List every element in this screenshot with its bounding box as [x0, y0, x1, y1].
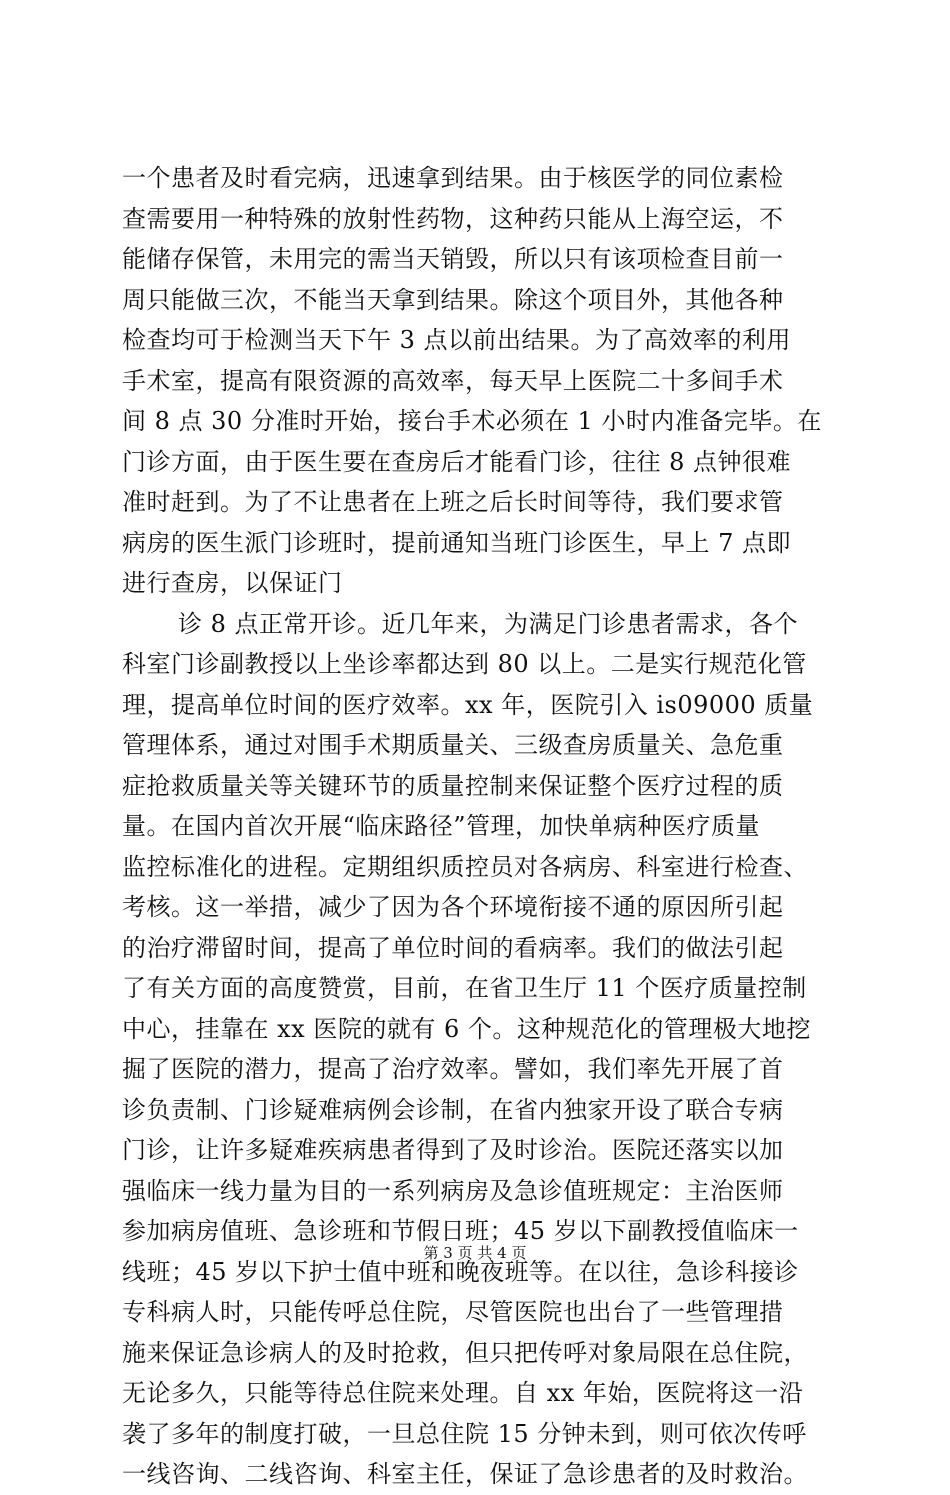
text-line: 诊负责制、门诊疑难病例会诊制，在省内独家开设了联合专病 — [122, 1095, 784, 1124]
text-line: 一个患者及时看完病，迅速拿到结果。由于核医学的同位素检 — [122, 164, 784, 192]
text-line: 门诊，让许多疑难疾病患者得到了及时诊治。医院还落实以加 — [122, 1136, 784, 1164]
paragraph-1 — [122, 158, 834, 604]
text-line: 管理体系，通过对围手术期质量关、三级查房质量关、急危重 — [122, 731, 784, 759]
text-line: 一线咨询、二线咨询、科室主任，保证了急诊患者的及时救治。 — [122, 1460, 808, 1488]
text-line: 科室门诊副教授以上坐诊率都达到 80 以上。二是实行规范化管 — [122, 650, 807, 678]
text-line: 进行查房，以保证门 — [122, 569, 343, 597]
text-line: 理，提高单位时间的医疗效率。xx 年，医院引入 is09000 质量 — [122, 690, 814, 719]
text-line: 能储存保管，未用完的需当天销毁，所以只有该项检查目前一 — [122, 245, 784, 273]
text-line: 掘了医院的潜力，提高了治疗效率。譬如，我们率先开展了首 — [122, 1055, 784, 1083]
text-line: 量。在国内首次开展“临床路径”管理，加快单病种医疗质量 — [122, 812, 761, 840]
text-line: 参加病房值班、急诊班和节假日班；45 岁以下副教授值临床一 — [122, 1217, 799, 1245]
text-line: 周只能做三次，不能当天拿到结果。除这个项目外，其他各种 — [122, 285, 784, 314]
text-line: 施来保证急诊病人的及时抢救，但只把传呼对象局限在总住院， — [122, 1338, 808, 1367]
text-line: 强临床一线力量为目的一系列病房及急诊值班规定：主治医师 — [122, 1176, 784, 1205]
paragraph-2 — [122, 604, 834, 1495]
body-text — [122, 158, 834, 1495]
text-line: 门诊方面，由于医生要在查房后才能看门诊，往往 8 点钟很难 — [122, 447, 792, 476]
text-line: 的治疗滞留时间，提高了单位时间的看病率。我们的做法引起 — [122, 933, 784, 962]
text-line: 了有关方面的高度赞赏，目前，在省卫生厅 11 个医疗质量控制 — [122, 974, 807, 1002]
text-line: 专科病人时，只能传呼总住院，尽管医院也出台了一些管理措 — [122, 1298, 784, 1326]
text-line: 病房的医生派门诊班时，提前通知当班门诊医生，早上 7 点即 — [122, 528, 792, 557]
text-line: 中心，挂靠在 xx 医院的就有 6 个。这种规范化的管理极大地挖 — [122, 1014, 811, 1043]
text-line: 线班；45 岁以下护士值中班和晚夜班等。在以往，急诊科接诊 — [122, 1257, 799, 1286]
text-line: 准时赶到。为了不让患者在上班之后长时间等待，我们要求管 — [122, 488, 784, 516]
text-line: 症抢救质量关等关键环节的质量控制来保证整个医疗过程的质 — [122, 771, 784, 800]
page-number-footer: 第 3 页 共 4 页 — [423, 1244, 527, 1262]
text-line-indented: 诊 8 点正常开诊。近几年来，为满足门诊患者需求，各个 — [178, 609, 799, 638]
text-line: 考核。这一举措，减少了因为各个环境衔接不通的原因所引起 — [122, 893, 784, 921]
text-line: 监控标准化的进程。定期组织质控员对各病房、科室进行检查、 — [122, 852, 808, 881]
text-line: 手术室，提高有限资源的高效率，每天早上医院二十多间手术 — [122, 366, 784, 395]
text-line: 查需要用一种特殊的放射性药物，这种药只能从上海空运，不 — [122, 204, 784, 233]
text-line: 检查均可于检测当天下午 3 点以前出结果。为了高效率的利用 — [122, 326, 792, 354]
text-line: 无论多久，只能等待总住院来处理。自 xx 年始，医院将这一沿 — [122, 1379, 804, 1407]
text-line: 间 8 点 30 分准时开始，接台手术必须在 1 小时内准备完毕。在 — [122, 407, 822, 435]
text-line: 袭了多年的制度打破，一旦总住院 15 分钟未到，则可依次传呼 — [122, 1419, 807, 1448]
